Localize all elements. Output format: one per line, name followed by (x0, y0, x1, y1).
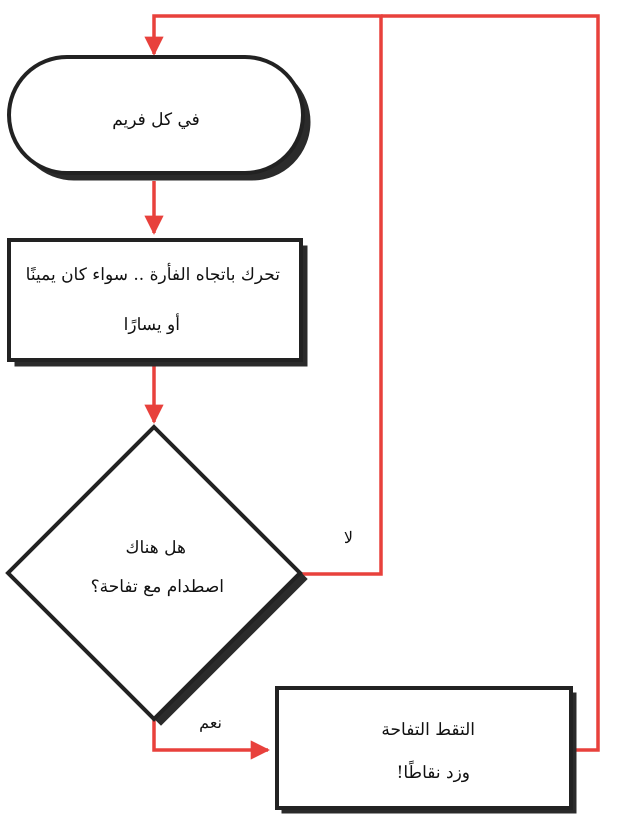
move-process-box (9, 240, 307, 366)
collision-decision-diamond (8, 427, 307, 725)
move-label-line-1: تحرك باتجاه الفأرة .. سواء كان يمينًا (25, 265, 280, 285)
pick-return-connector (381, 16, 598, 750)
start-terminator (9, 57, 310, 180)
start-label: في كل فريم (112, 110, 200, 130)
no-edge-label: لا (343, 528, 353, 547)
pick-label-line-1: التقط التفاحة (381, 720, 475, 740)
move-label-line-2: أو يسارًا (123, 315, 180, 335)
yes-edge-label: نعم (199, 713, 222, 732)
decision-label-line-2: اصطدام مع تفاحة؟ (90, 577, 224, 597)
pick-label-line-2: وزد نقاطًا! (396, 763, 470, 783)
decision-label-line-1: هل هناك (125, 538, 186, 558)
pick-apple-process-box (277, 688, 576, 813)
